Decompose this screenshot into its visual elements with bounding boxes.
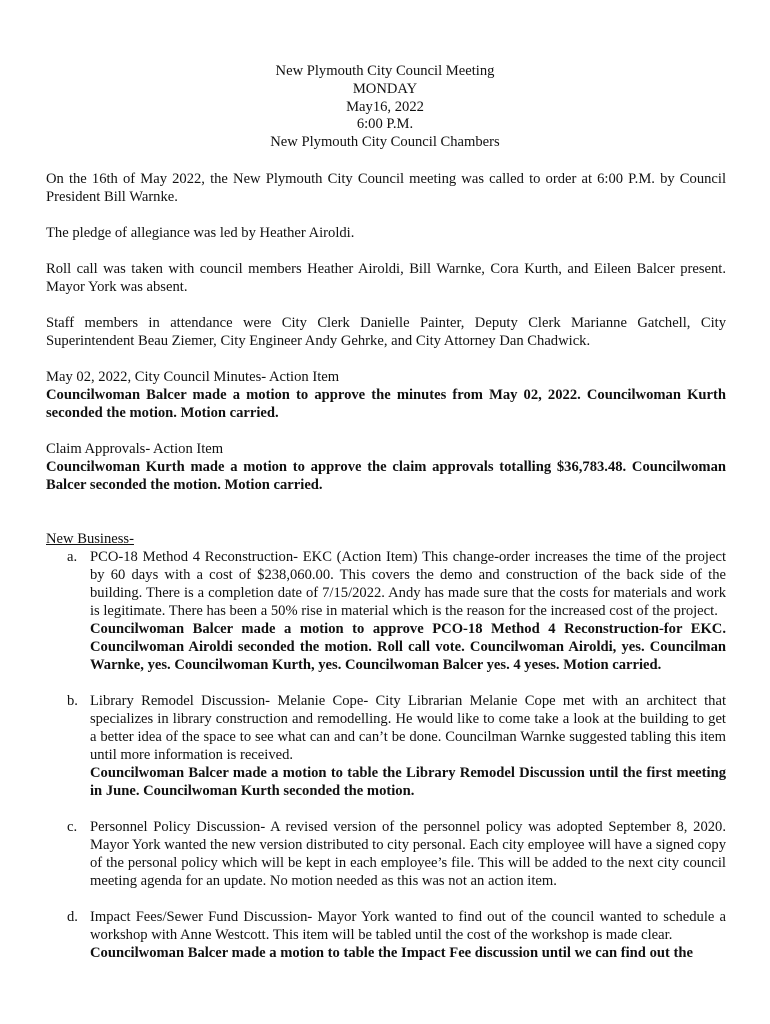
new-business-title: New Business-	[46, 531, 134, 547]
meeting-header	[0, 63, 770, 152]
staff-paragraph: Staff members in attendance were City Clerk Danielle Painter, Deputy Clerk Marianne Gatchell, City Superintendent Beau Ziemer, City Engineer Andy Gehrke, and City Attorney Dan Chadwick.	[46, 315, 726, 349]
minutes-approval-heading: May 02, 2022, City Council Minutes- Action Item	[46, 369, 340, 385]
minutes-approval-section	[46, 368, 726, 422]
list-item	[46, 818, 726, 890]
meeting-title: New Plymouth City Council Meeting	[275, 63, 495, 79]
list-item-marker: c.	[67, 819, 78, 835]
claims-approval-heading: Claim Approvals- Action Item	[46, 441, 224, 457]
list-item-motion: Councilwoman Balcer made a motion to table the Impact Fee discussion until we can find out the	[90, 945, 693, 961]
list-item	[46, 548, 726, 674]
new-business-list	[46, 548, 726, 962]
list-item-motion: Councilwoman Balcer made a motion to table the Library Remodel Discussion until the first meeting in June. Councilwoman Kurth seconded the motion.	[90, 765, 726, 799]
list-item-marker: d.	[67, 909, 78, 925]
list-item-text: Library Remodel Discussion- Melanie Cope- City Librarian Melanie Cope met with an architect that specializes in library construction and remodelling. He would like to come take a look at the building to get a better idea of the space to see what can and can’t be done. Councilman Warnke suggested tabling this item until more information is received.	[90, 693, 726, 763]
minutes-approval-motion: Councilwoman Balcer made a motion to approve the minutes from May 02, 2022. Councilwoman Kurth seconded the motion. Motion carried.	[46, 387, 726, 421]
list-item-marker: a.	[67, 549, 78, 565]
claims-approval-motion: Councilwoman Kurth made a motion to approve the claim approvals totalling $36,783.48. Councilwoman Balcer seconded the motion. Motion carried.	[46, 459, 726, 493]
meeting-date: May16, 2022	[346, 98, 424, 115]
list-item	[46, 692, 726, 800]
call-to-order-paragraph: On the 16th of May 2022, the New Plymouth City Council meeting was called to order at 6:00 P.M. by Council President Bill Warnke.	[46, 171, 726, 205]
claims-approval-section	[46, 440, 726, 494]
list-item	[46, 908, 726, 962]
list-item-motion: Councilwoman Balcer made a motion to approve PCO-18 Method 4 Reconstruction-for EKC. Councilwoman Airoldi seconded the motion. Roll call vote. Councilwoman Airoldi, yes. Councilman Warnke, yes. Councilwoman Kurth, yes. Councilwoman Balcer yes. 4 yeses. Motion carried.	[90, 621, 726, 673]
pledge-paragraph: The pledge of allegiance was led by Heather Airoldi.	[46, 225, 355, 241]
meeting-day: MONDAY	[352, 80, 418, 97]
roll-call-paragraph: Roll call was taken with council members Heather Airoldi, Bill Warnke, Cora Kurth, and Eileen Balcer present. Mayor York was absent.	[46, 261, 726, 295]
list-item-text: Impact Fees/Sewer Fund Discussion- Mayor York wanted to find out of the council wanted to schedule a workshop with Anne Westcott. This item will be tabled until the cost of the workshop is made clear.	[90, 909, 726, 943]
meeting-time: 6:00 P.M.	[356, 116, 414, 133]
list-item-marker: b.	[67, 693, 78, 709]
list-item-text: PCO-18 Method 4 Reconstruction- EKC (Action Item) This change-order increases the time of the project by 60 days with a cost of $238,060.00. This covers the demo and construction of the back side of the building. There is a completion date of 7/15/2022. Andy has made sure that the costs for materials and work is legitimate. There has been a 50% rise in material which is the reason for the increased cost of the project.	[90, 549, 726, 619]
list-item-text: Personnel Policy Discussion- A revised version of the personnel policy was adopted September 8, 2020. Mayor York wanted the new version distributed to city personal. Each city employee will have a signed copy of the personal policy which will be kept in each employee’s file. This will be added to the next city council meeting agenda for an update. No motion needed as this was not an action item.	[90, 819, 726, 889]
minutes-body	[46, 170, 726, 980]
meeting-location: New Plymouth City Council Chambers	[270, 134, 500, 151]
